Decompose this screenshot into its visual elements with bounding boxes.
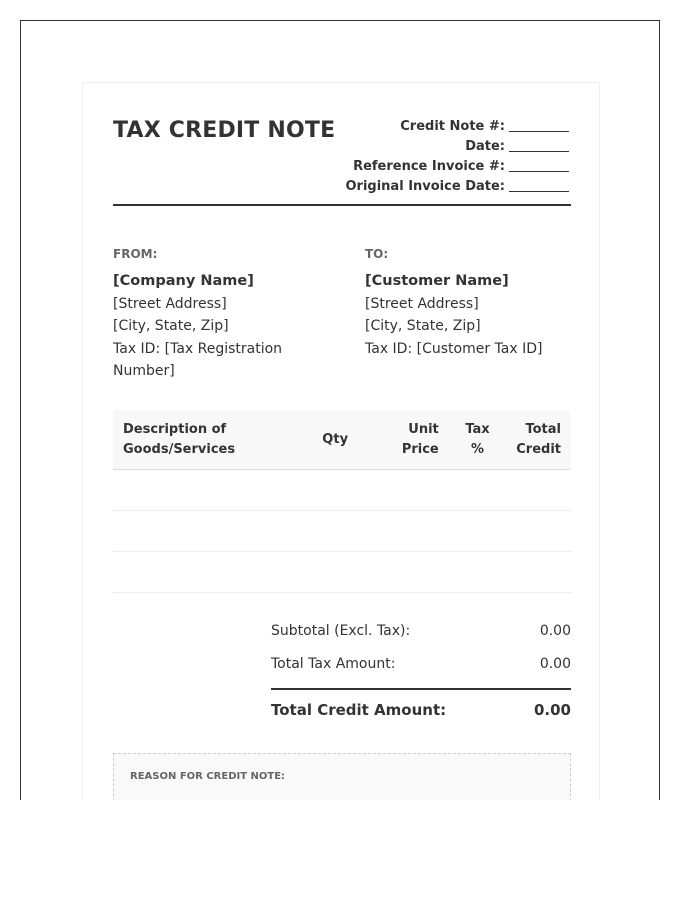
table-header-row [113, 410, 571, 470]
reason-box[interactable] [113, 753, 571, 800]
meta-fields [346, 117, 570, 197]
total-credit-row [271, 688, 571, 732]
document-title: TAX CREDIT NOTE [113, 118, 336, 143]
date-label: Date: [465, 139, 505, 154]
to-street: [Street Address] [365, 295, 479, 312]
tax-amount-value: 0.00 [539, 656, 571, 672]
company-name: [Company Name] [113, 273, 254, 289]
table-row[interactable] [113, 552, 571, 593]
credit-note-number-label: Credit Note #: [400, 119, 505, 134]
reason-label: REASON FOR CREDIT NOTE: [130, 771, 286, 782]
original-invoice-date-field [346, 177, 570, 197]
subtotal-value: 0.00 [539, 623, 571, 639]
credit-note-number-field [346, 117, 570, 137]
original-invoice-date-blank[interactable] [509, 178, 569, 192]
header-divider [113, 204, 571, 206]
to-city: [City, State, Zip] [365, 318, 481, 334]
from-tax-id: Tax ID: [Tax Registration Number] [113, 340, 283, 379]
reference-invoice-blank[interactable] [509, 158, 569, 172]
document-frame [20, 20, 660, 800]
table-row[interactable] [113, 470, 571, 511]
total-credit-label: Total Credit Amount: [271, 701, 447, 719]
original-invoice-date-label: Original Invoice Date: [345, 179, 505, 194]
date-field [346, 137, 570, 157]
credit-note-number-blank[interactable] [509, 118, 569, 132]
table-row[interactable] [113, 511, 571, 552]
reference-invoice-field [346, 157, 570, 177]
col-description: Description of Goods/Services [113, 410, 301, 470]
to-label: TO: [365, 247, 389, 261]
to-tax-id: Tax ID: [Customer Tax ID] [365, 340, 543, 357]
col-tax: Tax % [449, 410, 507, 470]
subtotal-row [271, 620, 571, 653]
subtotal-label: Subtotal (Excl. Tax): [271, 623, 411, 639]
tax-amount-label: Total Tax Amount: [271, 656, 396, 672]
customer-name: [Customer Name] [365, 273, 509, 289]
tax-amount-row [271, 653, 571, 686]
col-qty: Qty [301, 410, 370, 470]
totals-block [271, 620, 571, 732]
from-street: [Street Address] [113, 295, 227, 312]
reference-invoice-label: Reference Invoice #: [353, 159, 505, 174]
col-total-credit: Total Credit [506, 410, 571, 470]
to-block [365, 247, 575, 360]
total-credit-value: 0.00 [533, 701, 571, 719]
col-unit-price: Unit Price [370, 410, 449, 470]
from-block [113, 247, 313, 383]
credit-note-page [82, 82, 600, 800]
from-label: FROM: [113, 247, 158, 261]
line-items-table [113, 410, 571, 593]
date-blank[interactable] [509, 138, 569, 152]
from-city: [City, State, Zip] [113, 318, 229, 334]
